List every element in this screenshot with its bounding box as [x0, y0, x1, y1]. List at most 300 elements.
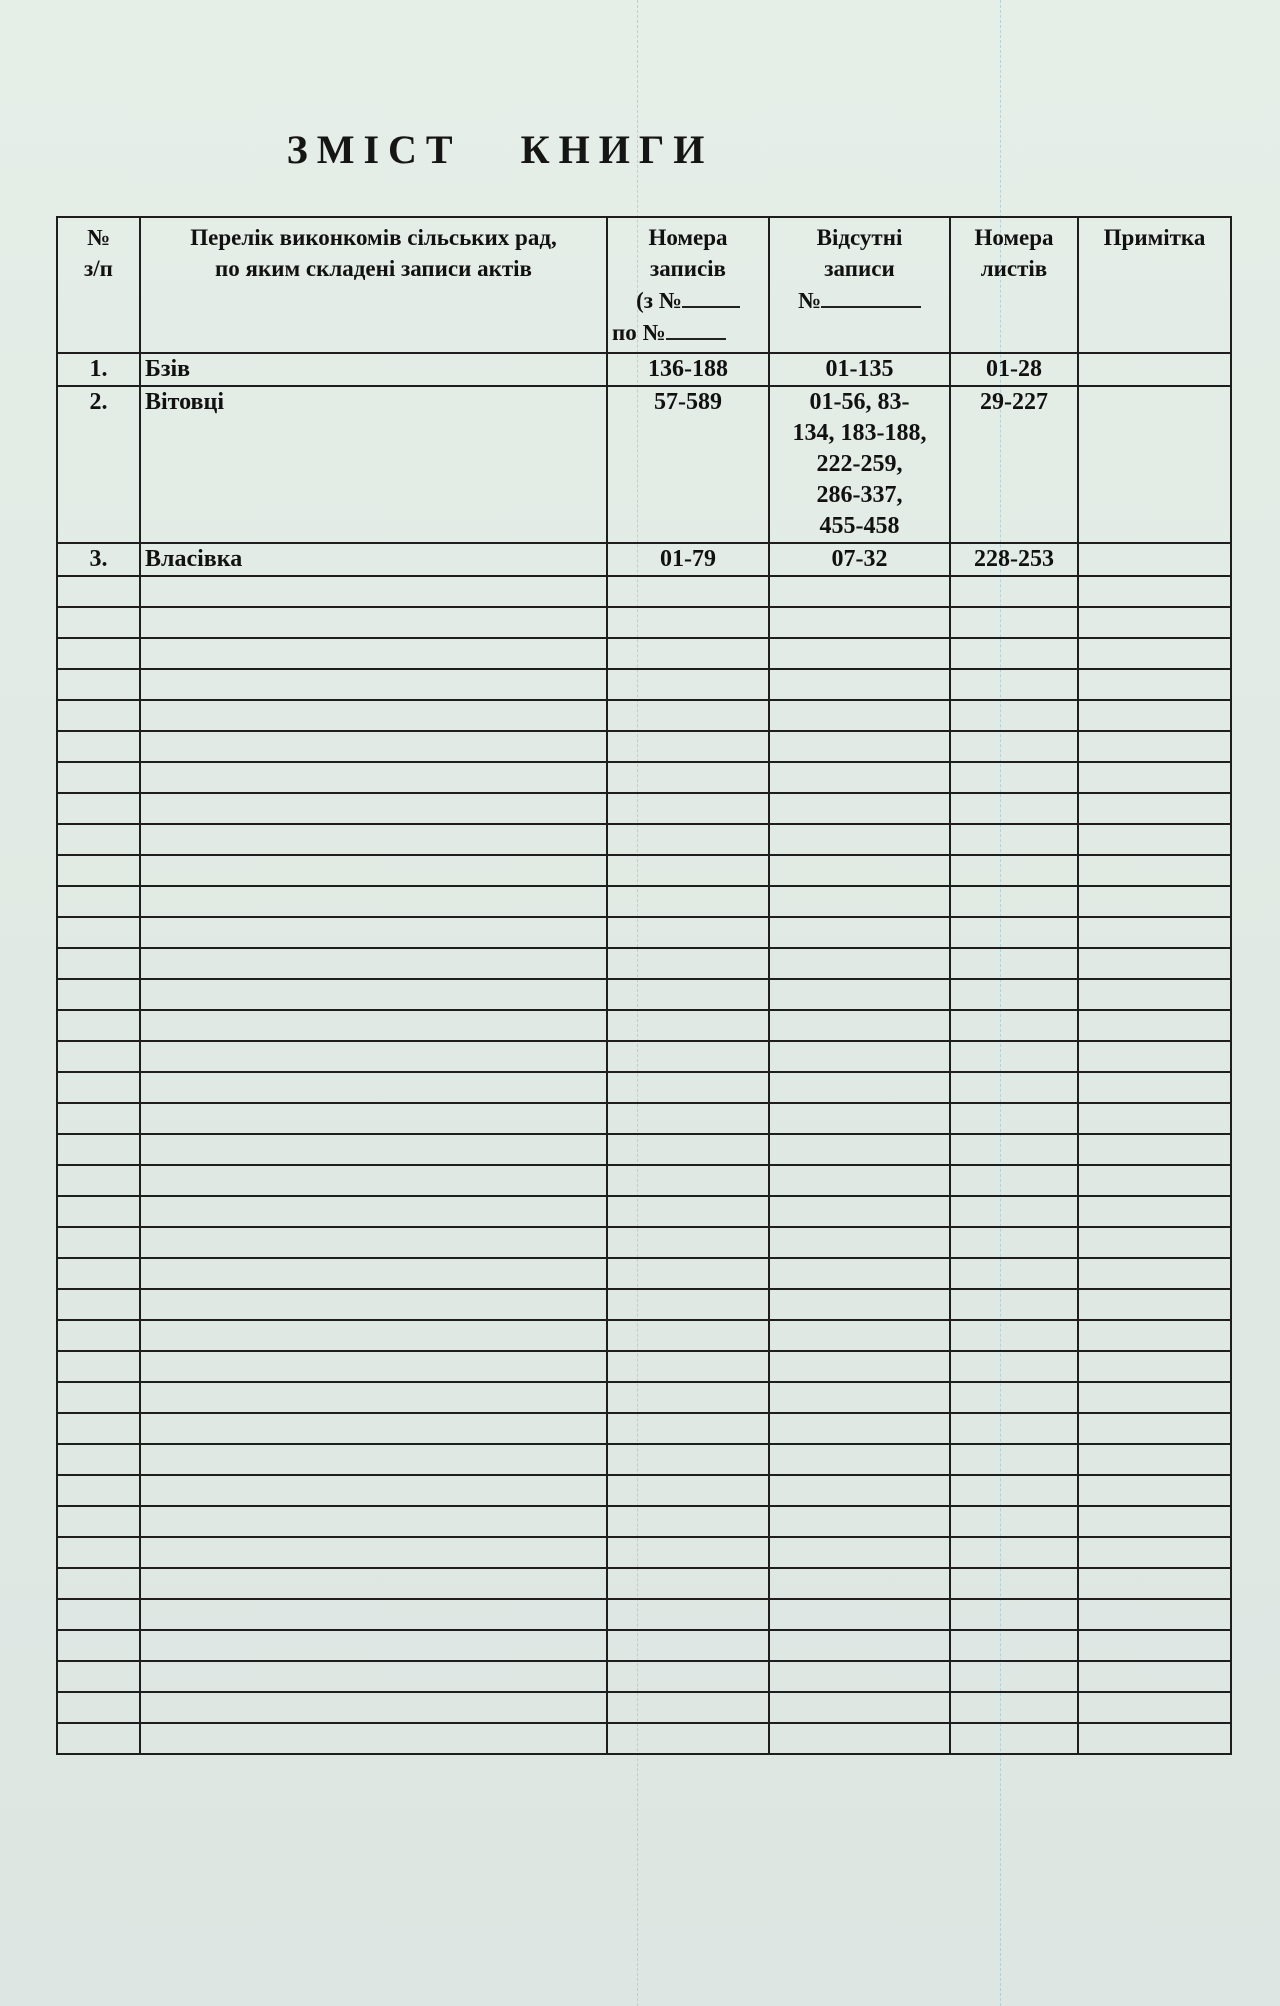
empty-cell	[1078, 1351, 1231, 1382]
empty-table-row	[57, 700, 1231, 731]
empty-cell	[57, 1537, 140, 1568]
empty-cell	[607, 638, 769, 669]
empty-cell	[140, 638, 607, 669]
empty-cell	[1078, 1382, 1231, 1413]
empty-cell	[57, 1165, 140, 1196]
empty-cell	[140, 1599, 607, 1630]
empty-cell	[140, 1413, 607, 1444]
empty-cell	[950, 1134, 1078, 1165]
empty-cell	[769, 1382, 950, 1413]
empty-table-row	[57, 1351, 1231, 1382]
empty-cell	[57, 1351, 140, 1382]
empty-cell	[769, 1227, 950, 1258]
empty-cell	[1078, 1599, 1231, 1630]
empty-cell	[607, 824, 769, 855]
empty-cell	[950, 1103, 1078, 1134]
empty-cell	[950, 1289, 1078, 1320]
empty-cell	[1078, 1723, 1231, 1754]
empty-cell	[769, 1258, 950, 1289]
empty-cell	[607, 1506, 769, 1537]
empty-cell	[950, 1165, 1078, 1196]
empty-cell	[1078, 1475, 1231, 1506]
empty-table-row	[57, 638, 1231, 669]
header-records-from	[612, 284, 764, 316]
empty-cell	[769, 1010, 950, 1041]
record-range: 01-79	[607, 543, 769, 576]
empty-cell	[140, 886, 607, 917]
empty-cell	[140, 1289, 607, 1320]
empty-cell	[607, 917, 769, 948]
missing-records-line: 07-32	[831, 546, 888, 572]
empty-cell	[769, 1537, 950, 1568]
empty-cell	[607, 1072, 769, 1103]
empty-cell	[1078, 1661, 1231, 1692]
empty-cell	[140, 700, 607, 731]
empty-cell	[1078, 731, 1231, 762]
row-number: 3.	[57, 543, 140, 576]
header-sheets-line: листів	[980, 256, 1048, 281]
empty-cell	[57, 1630, 140, 1661]
empty-cell	[57, 979, 140, 1010]
empty-cell	[140, 1196, 607, 1227]
empty-cell	[950, 1537, 1078, 1568]
empty-cell	[57, 1723, 140, 1754]
empty-cell	[607, 1320, 769, 1351]
empty-cell	[950, 948, 1078, 979]
contents-table	[56, 216, 1232, 1755]
empty-cell	[950, 576, 1078, 607]
empty-cell	[57, 1382, 140, 1413]
empty-cell	[140, 762, 607, 793]
empty-cell	[769, 576, 950, 607]
empty-cell	[607, 886, 769, 917]
fill-in-blank	[821, 284, 921, 308]
empty-cell	[769, 1475, 950, 1506]
empty-cell	[607, 793, 769, 824]
table-row	[57, 353, 1231, 386]
missing-records-line: 286-337,	[816, 482, 903, 508]
empty-cell	[1078, 855, 1231, 886]
empty-cell	[769, 669, 950, 700]
empty-cell	[607, 1134, 769, 1165]
empty-table-row	[57, 1289, 1231, 1320]
empty-table-row	[57, 1599, 1231, 1630]
empty-cell	[57, 1661, 140, 1692]
empty-cell	[950, 1413, 1078, 1444]
empty-cell	[950, 762, 1078, 793]
empty-table-row	[57, 1041, 1231, 1072]
empty-cell	[607, 979, 769, 1010]
empty-cell	[1078, 1506, 1231, 1537]
empty-cell	[950, 1227, 1078, 1258]
empty-cell	[769, 1320, 950, 1351]
empty-cell	[57, 917, 140, 948]
empty-cell	[769, 1196, 950, 1227]
empty-cell	[1078, 576, 1231, 607]
empty-cell	[607, 1382, 769, 1413]
empty-cell	[1078, 762, 1231, 793]
empty-cell	[1078, 1692, 1231, 1723]
empty-cell	[607, 1165, 769, 1196]
empty-cell	[607, 1568, 769, 1599]
empty-cell	[140, 1072, 607, 1103]
empty-cell	[1078, 824, 1231, 855]
empty-cell	[607, 607, 769, 638]
empty-cell	[607, 1599, 769, 1630]
empty-cell	[1078, 1630, 1231, 1661]
empty-cell	[140, 917, 607, 948]
empty-cell	[140, 731, 607, 762]
empty-cell	[769, 1692, 950, 1723]
empty-table-row	[57, 1320, 1231, 1351]
empty-cell	[57, 1413, 140, 1444]
empty-table-row	[57, 576, 1231, 607]
empty-cell	[57, 1599, 140, 1630]
empty-cell	[1078, 1289, 1231, 1320]
empty-cell	[57, 1103, 140, 1134]
empty-cell	[769, 1630, 950, 1661]
empty-cell	[140, 1227, 607, 1258]
empty-table-row	[57, 1134, 1231, 1165]
empty-cell	[769, 979, 950, 1010]
note-cell	[1078, 386, 1231, 543]
empty-cell	[140, 855, 607, 886]
empty-table-row	[57, 1072, 1231, 1103]
header-records-to	[612, 316, 764, 348]
empty-cell	[1078, 1072, 1231, 1103]
empty-table-row	[57, 1413, 1231, 1444]
empty-cell	[950, 1692, 1078, 1723]
empty-cell	[950, 1010, 1078, 1041]
empty-cell	[769, 1413, 950, 1444]
empty-cell	[950, 607, 1078, 638]
empty-cell	[57, 638, 140, 669]
empty-cell	[607, 1041, 769, 1072]
empty-cell	[950, 1661, 1078, 1692]
empty-cell	[140, 824, 607, 855]
empty-table-row	[57, 1661, 1231, 1692]
empty-cell	[1078, 638, 1231, 669]
empty-table-row	[57, 607, 1231, 638]
council-name: Бзів	[140, 353, 607, 386]
table-row	[57, 386, 1231, 543]
empty-cell	[1078, 1444, 1231, 1475]
header-missing-line: записи	[824, 256, 895, 281]
empty-cell	[1078, 917, 1231, 948]
empty-table-row	[57, 1692, 1231, 1723]
empty-cell	[57, 576, 140, 607]
empty-cell	[140, 1630, 607, 1661]
empty-cell	[1078, 1103, 1231, 1134]
empty-cell	[140, 1134, 607, 1165]
empty-cell	[1078, 793, 1231, 824]
missing-records-line: 01-56, 83-	[809, 389, 910, 415]
empty-cell	[950, 638, 1078, 669]
empty-table-row	[57, 1444, 1231, 1475]
empty-cell	[769, 1165, 950, 1196]
empty-cell	[769, 917, 950, 948]
empty-cell	[57, 1041, 140, 1072]
empty-cell	[769, 1568, 950, 1599]
empty-table-row	[57, 1506, 1231, 1537]
empty-cell	[140, 1382, 607, 1413]
empty-cell	[1078, 607, 1231, 638]
empty-table-row	[57, 824, 1231, 855]
empty-cell	[769, 1351, 950, 1382]
empty-table-row	[57, 669, 1231, 700]
empty-cell	[950, 1351, 1078, 1382]
empty-table-row	[57, 1382, 1231, 1413]
empty-cell	[140, 979, 607, 1010]
empty-cell	[57, 1444, 140, 1475]
header-council-list	[140, 217, 607, 353]
empty-cell	[950, 886, 1078, 917]
empty-cell	[607, 700, 769, 731]
header-missing-line: Відсутні	[816, 225, 903, 250]
empty-cell	[950, 700, 1078, 731]
header-num-line: №	[86, 225, 111, 250]
empty-cell	[607, 1630, 769, 1661]
empty-table-row	[57, 948, 1231, 979]
empty-cell	[769, 638, 950, 669]
sheet-range: 01-28	[950, 353, 1078, 386]
council-name: Вітовці	[140, 386, 607, 543]
missing-records-line: 134, 183-188,	[792, 420, 927, 446]
empty-table-row	[57, 1475, 1231, 1506]
empty-cell	[769, 948, 950, 979]
table-header-row	[57, 217, 1231, 353]
empty-cell	[607, 762, 769, 793]
empty-cell	[950, 979, 1078, 1010]
empty-cell	[769, 762, 950, 793]
empty-cell	[140, 1537, 607, 1568]
empty-cell	[950, 1072, 1078, 1103]
header-council-line: по яким складені записи актів	[215, 256, 532, 281]
empty-cell	[950, 1568, 1078, 1599]
empty-cell	[769, 700, 950, 731]
empty-table-row	[57, 917, 1231, 948]
empty-cell	[140, 1041, 607, 1072]
empty-cell	[1078, 1320, 1231, 1351]
missing-records	[769, 386, 950, 543]
empty-cell	[607, 1103, 769, 1134]
empty-cell	[1078, 1134, 1231, 1165]
empty-table-row	[57, 1165, 1231, 1196]
empty-cell	[140, 607, 607, 638]
empty-cell	[57, 731, 140, 762]
empty-cell	[950, 1041, 1078, 1072]
empty-cell	[607, 1723, 769, 1754]
empty-table-row	[57, 886, 1231, 917]
empty-cell	[140, 1661, 607, 1692]
empty-cell	[769, 824, 950, 855]
empty-cell	[950, 855, 1078, 886]
missing-records-line: 222-259,	[816, 451, 903, 477]
sheet-range: 228-253	[950, 543, 1078, 576]
header-record-numbers	[607, 217, 769, 353]
empty-table-row	[57, 731, 1231, 762]
missing-records	[769, 353, 950, 386]
empty-cell	[607, 1010, 769, 1041]
header-missing-number	[774, 284, 945, 316]
table-row	[57, 543, 1231, 576]
empty-cell	[950, 1630, 1078, 1661]
empty-cell	[950, 1444, 1078, 1475]
empty-cell	[607, 1537, 769, 1568]
empty-table-row	[57, 1537, 1231, 1568]
empty-cell	[950, 1475, 1078, 1506]
empty-cell	[607, 1413, 769, 1444]
empty-table-row	[57, 1103, 1231, 1134]
empty-cell	[140, 1506, 607, 1537]
empty-cell	[769, 1289, 950, 1320]
empty-cell	[950, 669, 1078, 700]
row-number: 1.	[57, 353, 140, 386]
empty-cell	[140, 1351, 607, 1382]
empty-cell	[140, 1444, 607, 1475]
record-range: 57-589	[607, 386, 769, 543]
empty-cell	[1078, 1537, 1231, 1568]
header-sheet-numbers	[950, 217, 1078, 353]
empty-cell	[57, 1568, 140, 1599]
empty-cell	[140, 1723, 607, 1754]
missing-records	[769, 543, 950, 576]
empty-table-row	[57, 1010, 1231, 1041]
empty-cell	[140, 1258, 607, 1289]
empty-cell	[57, 1072, 140, 1103]
empty-table-row	[57, 1568, 1231, 1599]
header-records-line: по №	[612, 320, 666, 345]
empty-cell	[1078, 979, 1231, 1010]
empty-cell	[57, 948, 140, 979]
empty-cell	[57, 1010, 140, 1041]
empty-cell	[769, 1723, 950, 1754]
empty-cell	[140, 1475, 607, 1506]
empty-cell	[769, 1041, 950, 1072]
empty-cell	[140, 1568, 607, 1599]
empty-table-row	[57, 1723, 1231, 1754]
empty-cell	[607, 948, 769, 979]
fill-in-blank	[666, 316, 726, 340]
header-note: Примітка	[1078, 217, 1231, 353]
empty-cell	[57, 1320, 140, 1351]
empty-cell	[140, 1010, 607, 1041]
empty-cell	[140, 669, 607, 700]
missing-records-line: 01-135	[825, 356, 894, 382]
note-cell	[1078, 543, 1231, 576]
header-missing-line: №	[797, 288, 822, 313]
empty-cell	[769, 1599, 950, 1630]
empty-cell	[607, 731, 769, 762]
empty-cell	[769, 1506, 950, 1537]
header-records-line: Номера	[648, 225, 728, 250]
council-name: Власівка	[140, 543, 607, 576]
header-records-line: (з №	[636, 288, 682, 313]
empty-cell	[140, 576, 607, 607]
empty-cell	[1078, 948, 1231, 979]
empty-cell	[950, 917, 1078, 948]
empty-cell	[57, 855, 140, 886]
empty-cell	[1078, 1165, 1231, 1196]
empty-cell	[950, 824, 1078, 855]
empty-cell	[769, 1444, 950, 1475]
empty-cell	[769, 1661, 950, 1692]
empty-cell	[769, 607, 950, 638]
empty-cell	[769, 855, 950, 886]
empty-table-row	[57, 1258, 1231, 1289]
empty-cell	[607, 1661, 769, 1692]
empty-cell	[57, 1134, 140, 1165]
empty-cell	[57, 1258, 140, 1289]
empty-table-row	[57, 1227, 1231, 1258]
empty-cell	[950, 1196, 1078, 1227]
header-num-line: з/п	[84, 256, 113, 281]
header-num	[57, 217, 140, 353]
empty-cell	[1078, 1041, 1231, 1072]
empty-cell	[1078, 1196, 1231, 1227]
empty-cell	[57, 762, 140, 793]
empty-cell	[950, 1320, 1078, 1351]
empty-cell	[950, 1382, 1078, 1413]
header-sheets-line: Номера	[974, 225, 1054, 250]
sheet-range: 29-227	[950, 386, 1078, 543]
empty-table-row	[57, 793, 1231, 824]
empty-cell	[607, 1258, 769, 1289]
empty-cell	[140, 793, 607, 824]
header-council-line: Перелік виконкомів сільських рад,	[190, 225, 557, 250]
empty-table-row	[57, 979, 1231, 1010]
empty-cell	[57, 886, 140, 917]
empty-cell	[57, 1475, 140, 1506]
empty-cell	[57, 824, 140, 855]
empty-table-row	[57, 762, 1231, 793]
empty-cell	[57, 793, 140, 824]
note-cell	[1078, 353, 1231, 386]
empty-cell	[607, 1196, 769, 1227]
empty-cell	[57, 1289, 140, 1320]
empty-cell	[57, 607, 140, 638]
empty-cell	[1078, 886, 1231, 917]
empty-cell	[607, 1444, 769, 1475]
empty-cell	[1078, 1568, 1231, 1599]
empty-cell	[769, 1103, 950, 1134]
empty-cell	[607, 669, 769, 700]
header-records-line: записів	[650, 256, 726, 281]
empty-cell	[950, 1599, 1078, 1630]
empty-cell	[140, 1692, 607, 1723]
empty-cell	[607, 1351, 769, 1382]
empty-cell	[140, 948, 607, 979]
empty-cell	[57, 1227, 140, 1258]
empty-table-row	[57, 855, 1231, 886]
page-title: ЗМІСТ КНИГИ	[286, 127, 714, 172]
empty-cell	[607, 1289, 769, 1320]
empty-cell	[140, 1165, 607, 1196]
empty-cell	[607, 855, 769, 886]
empty-cell	[607, 576, 769, 607]
empty-cell	[950, 731, 1078, 762]
record-range: 136-188	[607, 353, 769, 386]
empty-cell	[1078, 1227, 1231, 1258]
empty-cell	[769, 793, 950, 824]
empty-cell	[607, 1475, 769, 1506]
row-number: 2.	[57, 386, 140, 543]
empty-cell	[950, 1258, 1078, 1289]
empty-cell	[769, 1072, 950, 1103]
empty-cell	[57, 1506, 140, 1537]
empty-cell	[607, 1692, 769, 1723]
header-missing-records	[769, 217, 950, 353]
